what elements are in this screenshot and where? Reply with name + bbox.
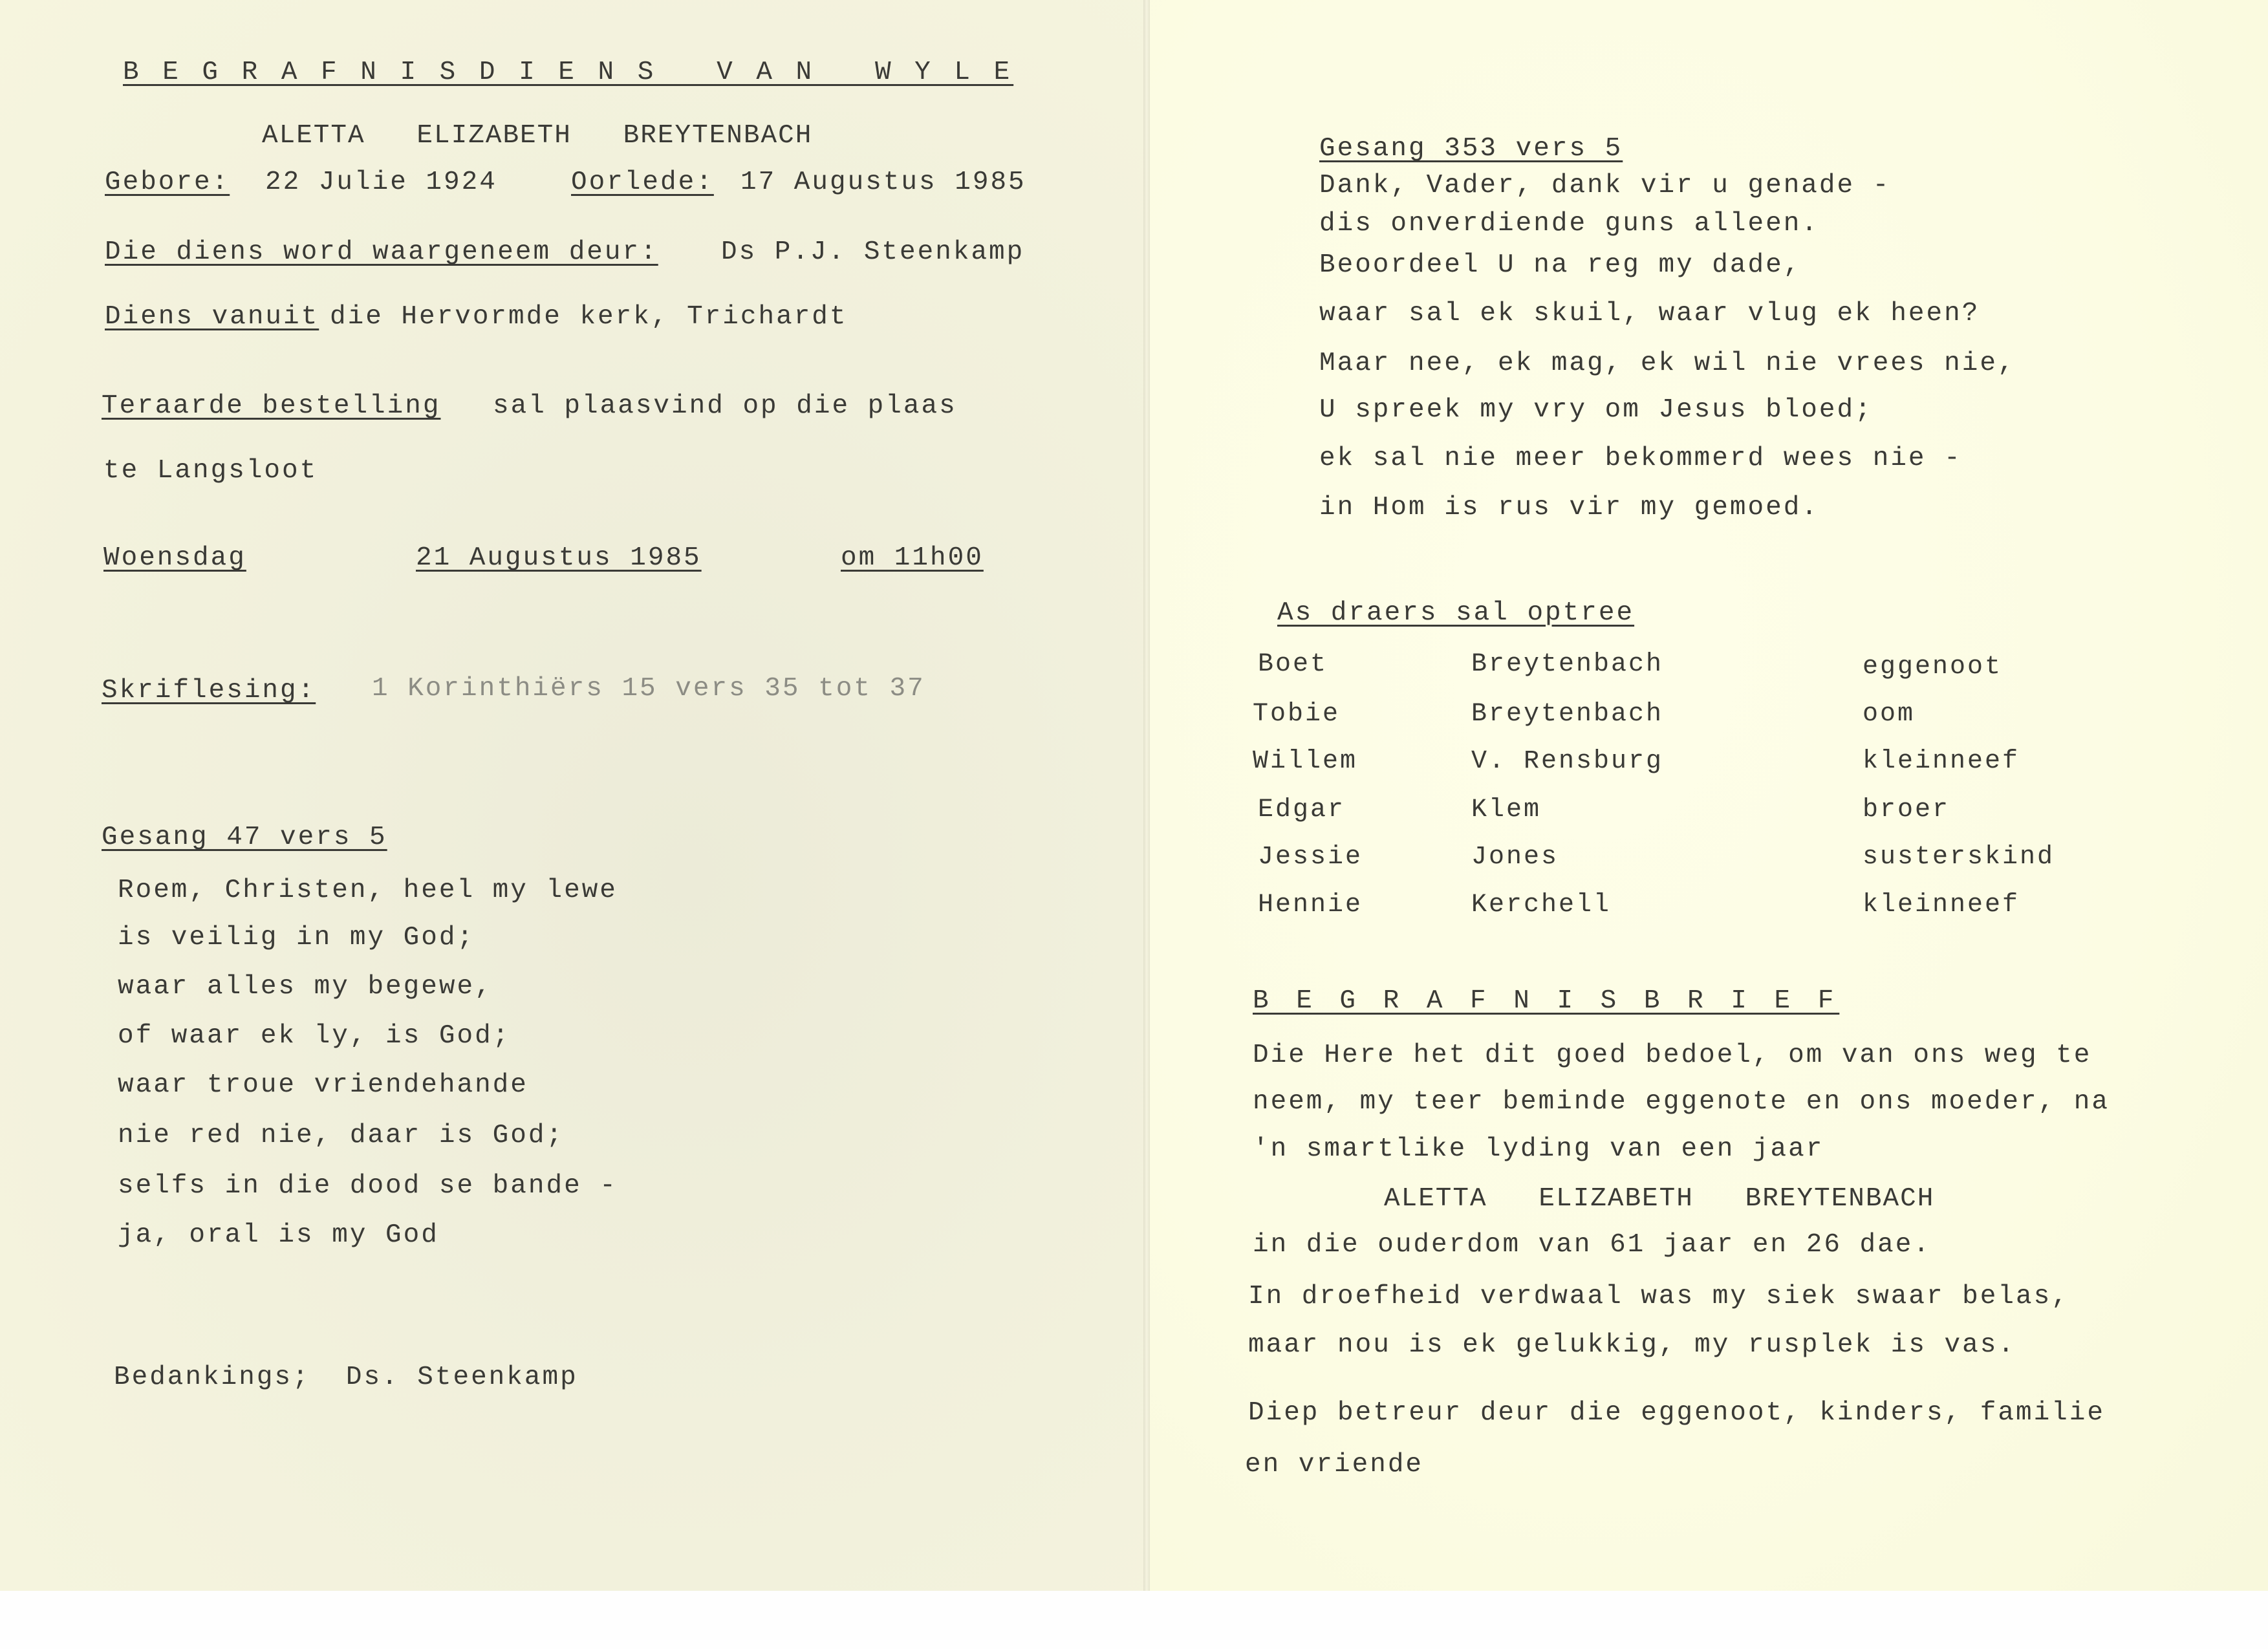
deceased-name: ALETTA ELIZABETH BREYTENBACH (262, 121, 813, 151)
letter-deceased-name: ALETTA ELIZABETH BREYTENBACH (1384, 1184, 1935, 1214)
right-hymn-line: dis onverdiende guns alleen. (1319, 209, 1819, 239)
bearer-last: Klem (1471, 795, 1542, 824)
verse-line: maar nou is ek gelukkig, my rusplek is vas. (1248, 1330, 2016, 1360)
letter-line: 'n smartlike lyding van een jaar (1253, 1134, 1824, 1164)
bearer-first: Hennie (1258, 890, 1363, 920)
died-date: 17 Augustus 1985 (740, 167, 1026, 197)
bearer-first: Edgar (1258, 795, 1346, 824)
right-hymn-line: waar sal ek skuil, waar vlug ek heen? (1319, 299, 1980, 329)
bearer-relation: kleinneef (1863, 890, 2020, 920)
bearer-first: Tobie (1253, 700, 1341, 729)
scan-margin (0, 1591, 2268, 1649)
left-hymn-line: waar alles my begewe, (118, 972, 493, 1002)
service-from-label: Diens vanuit (105, 302, 319, 332)
verse-line: In droefheid verdwaal was my siek swaar belas, (1248, 1282, 2069, 1311)
left-hymn-line: nie red nie, daar is God; (118, 1121, 565, 1150)
page-fold (1143, 0, 1150, 1591)
letter-title: B E G R A F N I S B R I E F (1253, 986, 1840, 1016)
right-hymn-line: Maar nee, ek mag, ek wil nie vrees nie, (1319, 349, 2016, 378)
bearer-first: Willem (1253, 747, 1358, 776)
left-hymn-line: is veilig in my God; (118, 923, 475, 953)
officiant-label: Die diens word waargeneem deur: (105, 237, 658, 267)
service-from: die Hervormde kerk, Trichardt (330, 302, 848, 332)
right-hymn-title: Gesang 353 vers 5 (1319, 134, 1623, 164)
service-title: B E G R A F N I S D I E N S V A N W Y L E (123, 58, 1014, 87)
service-date: 21 Augustus 1985 (416, 543, 702, 573)
bearer-last: Kerchell (1471, 890, 1612, 920)
officiant: Ds P.J. Steenkamp (721, 237, 1025, 267)
bearer-last: Breytenbach (1471, 700, 1664, 729)
left-hymn-line: Roem, Christen, heel my lewe (118, 876, 618, 905)
thanks: Bedankings; Ds. Steenkamp (114, 1363, 578, 1392)
scripture-reference: 1 Korinthiërs 15 vers 35 tot 37 (372, 674, 925, 704)
bearer-relation: oom (1863, 700, 1916, 729)
mourned-line: Diep betreur deur die eggenoot, kinders, familie (1248, 1398, 2105, 1428)
died-label: Oorlede: (571, 167, 714, 197)
left-hymn-line: waar troue vriendehande (118, 1070, 528, 1100)
bearer-relation: susterskind (1863, 843, 2055, 872)
letter-line: neem, my teer beminde eggenote en ons moeder, na (1253, 1087, 2110, 1117)
bearer-first: Boet (1258, 650, 1328, 679)
born-label: Gebore: (105, 167, 230, 197)
service-day: Woensdag (103, 543, 246, 573)
born-date: 22 Julie 1924 (265, 167, 497, 197)
left-hymn-line: ja, oral is my God (118, 1220, 439, 1250)
bearer-last: Breytenbach (1471, 650, 1664, 679)
bearer-relation: eggenoot (1863, 652, 2003, 682)
mourned-line: en vriende (1245, 1450, 1424, 1480)
right-hymn-line: Beoordeel U na reg my dade, (1319, 250, 1802, 280)
letter-line: Die Here het dit goed bedoel, om van ons weg te (1253, 1040, 2092, 1070)
bearers-title: As draers sal optree (1277, 598, 1635, 628)
bearer-relation: kleinneef (1863, 747, 2020, 776)
scripture-label: Skriflesing: (102, 676, 316, 706)
left-hymn-title: Gesang 47 vers 5 (102, 823, 387, 852)
service-time: om 11h00 (841, 543, 984, 573)
right-hymn-line: Dank, Vader, dank vir u genade - (1319, 171, 1891, 200)
left-hymn-line: selfs in die dood se bande - (118, 1171, 618, 1201)
burial-line-2: te Langsloot (103, 456, 318, 486)
right-hymn-line: ek sal nie meer bekommerd wees nie - (1319, 444, 1962, 473)
burial-label: Teraarde bestelling (102, 391, 441, 421)
burial-line-1: sal plaasvind op die plaas (493, 391, 957, 421)
bearer-first: Jessie (1258, 843, 1363, 872)
letter-age: in die ouderdom van 61 jaar en 26 dae. (1253, 1230, 1931, 1260)
right-hymn-line: U spreek my vry om Jesus bloed; (1319, 395, 1873, 425)
bearer-relation: broer (1863, 795, 1950, 824)
left-hymn-line: of waar ek ly, is God; (118, 1021, 511, 1051)
bearer-last: V. Rensburg (1471, 747, 1664, 776)
bearer-last: Jones (1471, 843, 1559, 872)
right-hymn-line: in Hom is rus vir my gemoed. (1319, 493, 1819, 523)
